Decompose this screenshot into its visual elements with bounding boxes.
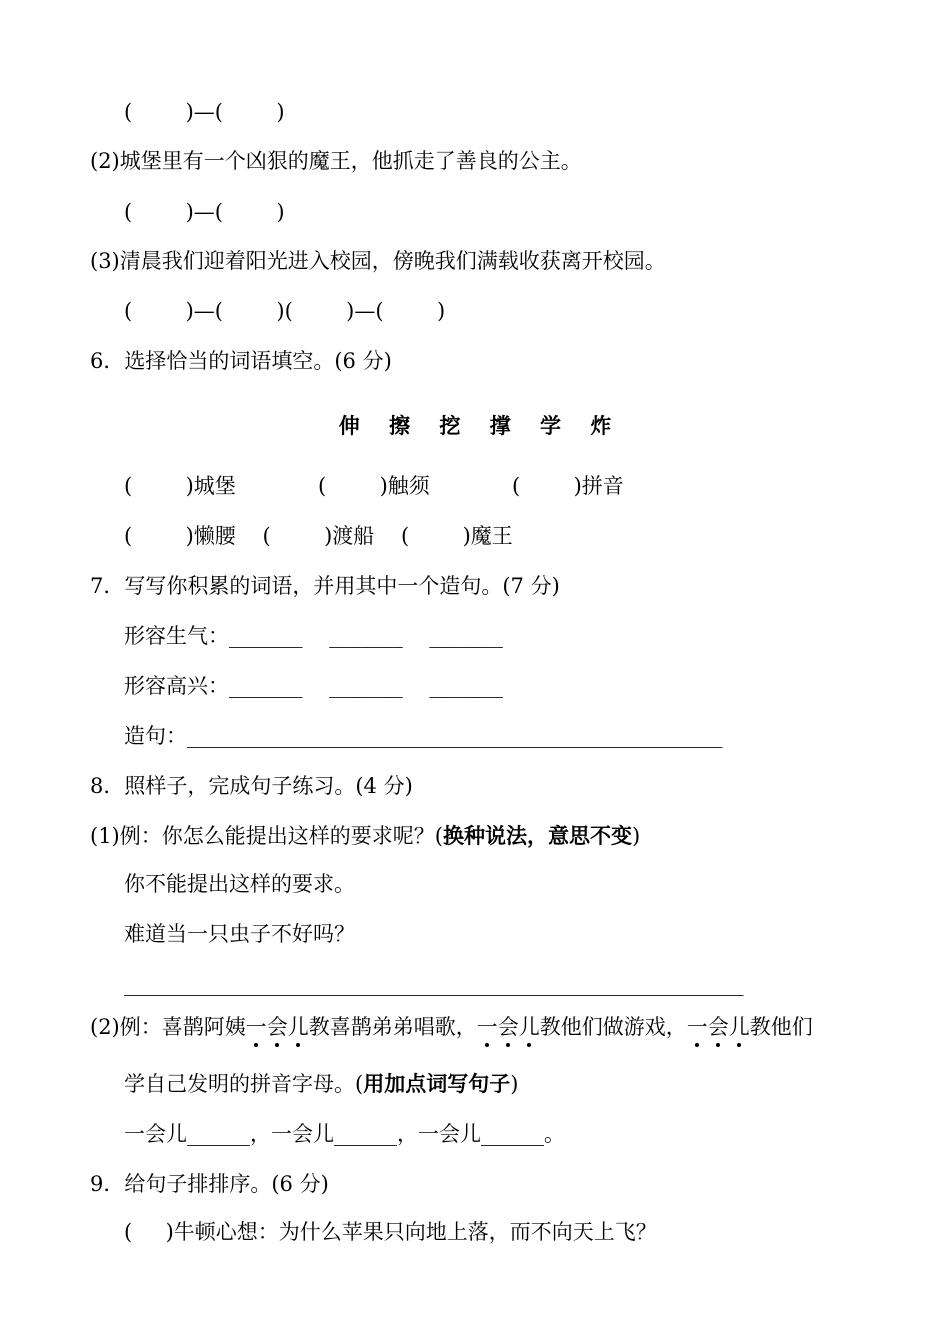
example-2-text: 教喜鹊弟弟唱歌， — [308, 1015, 477, 1039]
fill-blank-row: ( )懒腰 ( )渡船 ( )魔王 — [124, 524, 513, 548]
example-2-text: 教他们 — [749, 1015, 813, 1039]
example-2-close: ) — [510, 1072, 519, 1096]
example-2-text: 学自己发明的拼音字母。( — [124, 1072, 364, 1096]
emphasis-dot — [254, 1043, 258, 1047]
fill-blank-item: ( )城堡 — [124, 474, 236, 498]
emphasis-dot — [296, 1043, 300, 1047]
word-bank — [0, 410, 950, 440]
word-bank-item: 学 — [539, 414, 561, 438]
fill-blank-item: ( )触须 — [318, 474, 430, 498]
instruction-text: 换种说法，意思不变 — [442, 824, 632, 848]
example-2-text: (2)例：喜鹊阿姨 — [90, 1015, 246, 1039]
emphasis-dot — [737, 1043, 741, 1047]
dotted-word — [246, 1015, 309, 1039]
answer-line: ___________________________________________________________ — [124, 972, 744, 996]
fill-blank-item: ( )拼音 — [512, 474, 624, 498]
question-8-title: 8．照样子，完成句子练习。(4 分) — [90, 774, 413, 798]
answer-blank-line: ( )—( )( )—( ) — [124, 299, 446, 323]
exercise-sentence: 难道当一只虫子不好吗？ — [124, 922, 355, 946]
emphasis-dot — [695, 1043, 699, 1047]
words-happy-line: 形容高兴：_______ _______ _______ — [124, 674, 503, 698]
question-7-title: 7．写写你积累的词语，并用其中一个造句。(7 分) — [90, 574, 560, 598]
make-sentence-line: 造句：___________________________________________________ — [124, 724, 723, 748]
example-2 — [90, 1013, 813, 1041]
instruction-text: 用加点词写句子 — [363, 1072, 511, 1096]
example-1-close: ) — [631, 824, 641, 848]
example-1 — [90, 822, 640, 850]
dotted-word: 一 会 儿 — [687, 1015, 750, 1039]
question-6-title: 6．选择恰当的词语填空。(6 分) — [90, 349, 392, 373]
dotted-word: 一 会 儿 — [477, 1015, 540, 1039]
words-angry-line: 形容生气：_______ _______ _______ — [124, 624, 503, 648]
example-1-text: (1)例：你怎么能提出这样的要求呢？( — [90, 824, 443, 848]
emphasis-dot — [716, 1043, 720, 1047]
emphasis-dot — [485, 1043, 489, 1047]
example-2-text: 教他们做游戏， — [539, 1015, 687, 1039]
sentence-2: (2)城堡里有一个凶狠的魔王，他抓走了善良的公主。 — [90, 149, 582, 173]
emphasis-dot — [506, 1043, 510, 1047]
order-sentence: ( )牛顿心想：为什么苹果只向地上落，而不向天上飞？ — [124, 1220, 657, 1244]
word-bank-item: 炸 — [590, 414, 612, 438]
word-bank-item: 撑 — [489, 414, 511, 438]
example-2-continued — [124, 1070, 518, 1098]
word-bank-item: 擦 — [389, 414, 411, 438]
answer-blank-line: ( )—( ) — [124, 200, 285, 224]
dotted-word-text: 一 会 儿 — [246, 1015, 309, 1039]
example-1-sentence: 你不能提出这样的要求。 — [124, 872, 355, 896]
answer-blank-line: ( )—( ) — [124, 100, 285, 124]
emphasis-dot — [527, 1043, 531, 1047]
sentence-3: (3)清晨我们迎着阳光进入校园，傍晚我们满载收获离开校园。 — [90, 249, 666, 273]
word-bank-item: 伸 — [338, 414, 360, 438]
emphasis-dot — [275, 1043, 279, 1047]
question-9-title: 9．给句子排排序。(6 分) — [90, 1172, 329, 1196]
word-bank-item: 挖 — [439, 414, 461, 438]
exercise-line: 一会儿______，一会儿______，一会儿______。 — [124, 1122, 565, 1146]
